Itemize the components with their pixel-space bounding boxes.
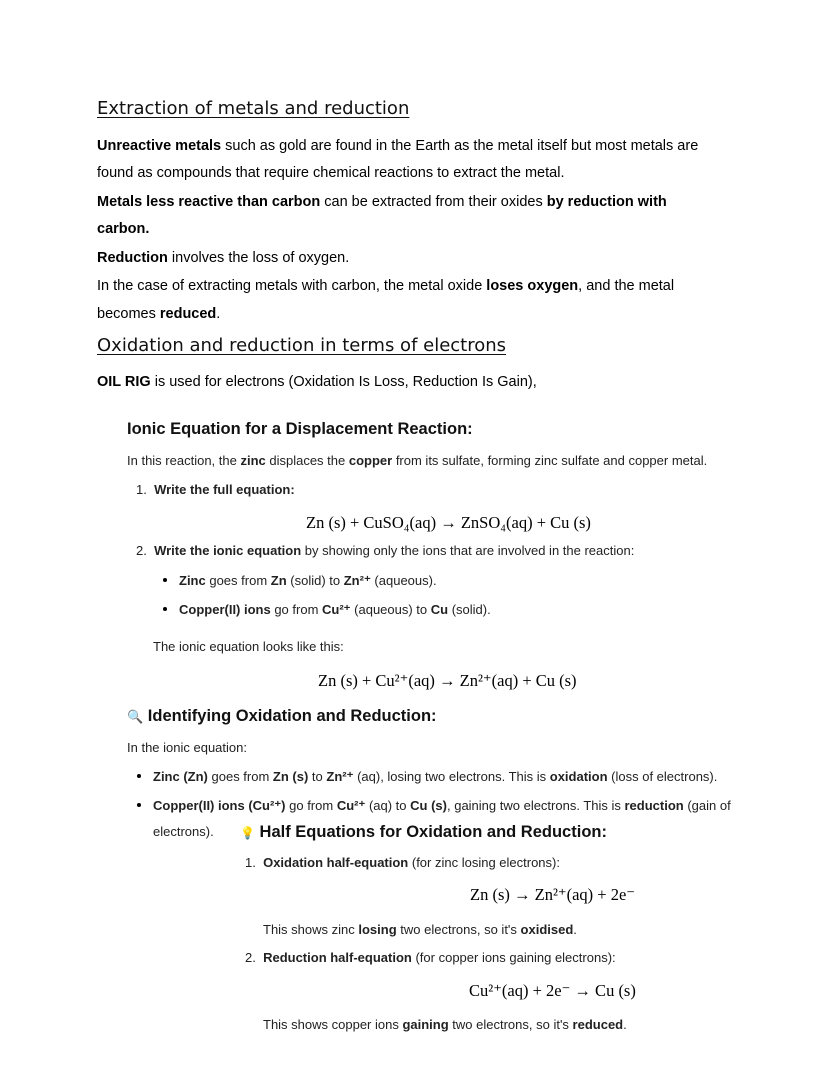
heading-text: Half Equations for Oxidation and Reduction: [259,823,607,841]
text: , and the metal [578,278,675,294]
paragraph-line [97,165,564,181]
step-text [154,482,295,497]
bold-text: Cu²⁺ [322,602,351,617]
list-number: 1. [136,482,147,497]
step-2 [136,543,634,558]
step-1 [136,482,295,497]
bullet-icon [137,774,141,778]
text: can be extracted from their oxides [320,194,547,210]
ionic-equation: Zn (s) + Cu²⁺(aq) → Zn²⁺(aq) + Cu (s) [318,671,577,690]
bold-text: Cu [430,602,449,617]
oxidation-note [263,922,577,937]
bold-text: copper [348,453,393,468]
half-step-1 [245,855,560,870]
bold-text: gaining [402,1017,449,1032]
reduction-half-equation: Cu²⁺(aq) + 2e⁻ → Cu (s) [469,981,636,1000]
bullet-continuation: electrons). [153,824,214,839]
magnifier-icon: 🔍 [127,709,144,724]
bullet-text [153,769,717,784]
paragraph-line [97,138,698,154]
paragraph-line [97,306,220,322]
bold-text: Write the full equation: [154,482,295,497]
lightbulb-icon: 💡 [240,826,255,840]
bold-text: Reduction half-equation [263,950,412,965]
text: This shows copper ions [263,1017,403,1032]
bold-text: Zn²⁺ [326,769,354,784]
text: by showing only the ions that are involved in the reaction: [301,543,635,558]
bold-text: Reduction [97,250,168,266]
full-equation: Zn (s) + CuSO₄(aq) → ZnSO₄(aq) + Cu (s) [306,513,591,532]
text: (for copper ions gaining electrons): [411,950,616,965]
list-number: 2. [245,950,256,965]
section-title-extraction: Extraction of metals and reduction [97,98,410,119]
text: involves the loss of oxygen. [167,250,350,266]
bold-text: reduction [624,798,684,813]
text: goes from [205,573,271,588]
section-title-electrons: Oxidation and reduction in terms of electrons [97,335,507,356]
text: In the ionic equation: [127,740,247,755]
text: two electrons, so it's [448,1017,573,1032]
text: (for zinc losing electrons): [408,855,560,870]
bold-text: Metals less reactive than carbon [97,194,321,210]
bold-text: Copper(II) ions (Cu²⁺) [153,798,286,813]
bold-text: carbon. [97,221,150,237]
text: becomes [97,306,160,322]
text: (solid) to [286,573,344,588]
bullet-text [179,573,437,588]
paragraph-line [97,278,674,294]
text: go from [285,798,337,813]
bullet-item [163,573,437,589]
oil-rig-line [97,374,537,390]
bold-text: Cu²⁺ [336,798,366,813]
list-number: 1. [245,855,256,870]
list-number: 2. [136,543,147,558]
bold-text: Zn²⁺ [343,573,371,588]
bold-text: losing [358,922,397,937]
bold-text: Zn [270,573,287,588]
text: from its sulfate, forming zinc sulfate and copper metal. [392,453,708,468]
bold-text: oxidation [549,769,608,784]
reduction-note [263,1017,627,1032]
half-step-2 [245,950,616,965]
text: is used for electrons (Oxidation Is Loss, Reduction Is Gain), [150,374,537,390]
bold-text: Copper(II) ions [179,602,271,617]
text: , gaining two electrons. This is [446,798,625,813]
text: to [308,769,327,784]
step-text [154,543,634,558]
text: (gain of [683,798,731,813]
bold-text: Zn (s) [272,769,309,784]
step-text [263,855,560,870]
text: . [573,922,577,937]
text: . [623,1017,627,1032]
text: (aqueous). [370,573,437,588]
heading-text: Identifying Oxidation and Reduction: [147,707,437,725]
ionic-heading: Ionic Equation for a Displacement Reaction: [127,420,473,438]
bullet-item [137,798,731,814]
text: go from [270,602,323,617]
text: found as compounds that require chemical reactions to extract the metal. [97,165,565,181]
text: The ionic equation looks like this: [153,639,344,654]
step-text [263,950,616,965]
bold-text: Write the ionic equation [154,543,302,558]
bullet-icon [163,607,167,611]
bold-text: zinc [240,453,266,468]
bold-text: loses oxygen [486,278,579,294]
bold-text: reduced [159,306,217,322]
text: two electrons, so it's [396,922,521,937]
identify-intro [127,740,247,755]
bullet-item [163,602,491,618]
bold-text: OIL RIG [97,374,151,390]
text: (aq), losing two electrons. This is [353,769,550,784]
text: displaces the [265,453,349,468]
text: . [216,306,221,322]
bold-text: Zinc [179,573,206,588]
text: (loss of electrons). [607,769,718,784]
text: In this reaction, the [127,453,241,468]
bold-text: oxidised [520,922,574,937]
ionic-intro [127,453,707,468]
text: (aqueous) to [350,602,431,617]
text: In the case of extracting metals with carbon, the metal oxide [97,278,487,294]
paragraph-line [97,221,149,237]
paragraph-line [97,250,349,266]
bold-text: Zinc (Zn) [153,769,208,784]
bullet-icon [137,803,141,807]
paragraph-line [97,194,667,210]
text: (aq) to [365,798,411,813]
bold-text: Unreactive metals [97,138,222,154]
text: (solid). [448,602,491,617]
bold-text: reduced [572,1017,624,1032]
bold-text: Cu (s) [410,798,447,813]
bullet-icon [163,578,167,582]
oxidation-half-equation: Zn (s) → Zn²⁺(aq) + 2e⁻ [470,885,635,904]
bullet-item [137,769,717,785]
looks-like-text [153,639,344,654]
bold-text: Oxidation half-equation [263,855,409,870]
text: such as gold are found in the Earth as the metal itself but most metals are [221,138,699,154]
text: goes from [207,769,273,784]
bold-text: by reduction with [546,194,667,210]
half-equations-heading [240,823,607,842]
bullet-text [179,602,491,617]
identify-heading [127,707,437,726]
bullet-text [153,798,731,813]
text: This shows zinc [263,922,359,937]
